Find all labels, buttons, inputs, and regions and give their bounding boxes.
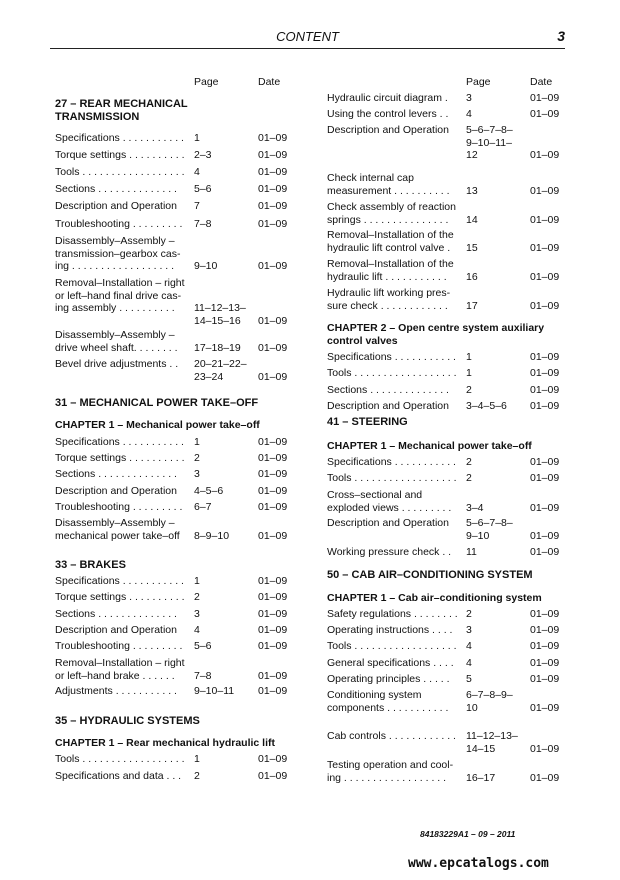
entry-title: Specifications . . . . . . . . . . .: [55, 575, 184, 587]
entry-title: Check internal cap measurement . . . . . . . . . .: [327, 172, 450, 197]
entry-date: 01–09: [258, 608, 288, 620]
entry-date: 01–09: [258, 436, 288, 448]
entry-page: 1: [466, 351, 472, 363]
entry-page: 4: [194, 624, 200, 636]
entry-page: 17–18–19: [194, 341, 241, 354]
entry-page: 3–4: [466, 501, 484, 514]
entry-date: 01–09: [258, 485, 288, 497]
entry-date: 01–09: [530, 624, 560, 636]
entry-date: 01–09: [258, 669, 288, 682]
document-code: 84183229A1 – 09 – 2011: [420, 829, 516, 839]
entry-page: 7–8: [194, 218, 212, 230]
left-date-col-header: Date: [258, 76, 281, 88]
chapter-heading: CHAPTER 2 – Open centre system auxiliary control valves: [327, 322, 545, 347]
entry-title: Description and Operation: [327, 517, 449, 529]
right-date-col-header: Date: [530, 76, 553, 88]
entry-date: 01–09: [530, 270, 560, 283]
section-heading: 50 – CAB AIR–CONDITIONING SYSTEM: [327, 569, 533, 581]
entry-page: 17: [466, 299, 478, 312]
entry-date: 01–09: [258, 341, 288, 354]
entry-page: 3–4–5–6: [466, 400, 507, 412]
section-heading: 27 – REAR MECHANICAL TRANSMISSION: [55, 98, 188, 123]
entry-page: 5: [466, 673, 472, 685]
entry-page: 1: [466, 367, 472, 379]
entry-title: Hydraulic circuit diagram .: [327, 92, 448, 104]
entry-page: 3: [466, 624, 472, 636]
entry-page: 7: [194, 200, 200, 212]
entry-title: Safety regulations . . . . . . . .: [327, 608, 458, 620]
entry-page: 6–7: [194, 501, 212, 513]
entry-date: 01–09: [258, 200, 288, 212]
entry-date: 01–09: [530, 546, 560, 558]
entry-page: 2: [466, 384, 472, 396]
watermark: www.epcatalogs.com: [408, 856, 549, 871]
entry-date: 01–09: [258, 753, 288, 765]
entry-title: Tools . . . . . . . . . . . . . . . . . .: [55, 166, 185, 178]
entry-title: Removal–Installation – right or left–hand brake . . . . . .: [55, 657, 185, 682]
entry-title: Specifications . . . . . . . . . . .: [327, 351, 456, 363]
entry-title: Disassembly–Assembly – transmission–gearbox cas- ing . . . . . . . . . . . . . . . . . .: [55, 235, 181, 272]
entry-page: 3: [194, 608, 200, 620]
entry-page: 7–8: [194, 669, 212, 682]
entry-page: 2: [466, 456, 472, 468]
entry-date: 01–09: [530, 384, 560, 396]
entry-title: Removal–Installation of the hydraulic lift . . . . . . . . . . .: [327, 258, 454, 283]
entry-date: 01–09: [530, 472, 560, 484]
entry-title: Removal–Installation of the hydraulic lift control valve .: [327, 229, 454, 254]
entry-page: 1: [194, 132, 200, 144]
entry-title: Sections . . . . . . . . . . . . . .: [55, 183, 177, 195]
entry-title: Check assembly of reaction springs . . . . . . . . . . . . . . .: [327, 201, 456, 226]
entry-date: 01–09: [530, 640, 560, 652]
entry-title: Using the control levers . .: [327, 108, 449, 120]
entry-page: 6–7–8–9– 10: [466, 689, 513, 714]
section-heading: 31 – MECHANICAL POWER TAKE–OFF: [55, 397, 259, 409]
entry-title: Troubleshooting . . . . . . . . .: [55, 218, 183, 230]
entry-title: Troubleshooting . . . . . . . . .: [55, 501, 183, 513]
entry-date: 01–09: [258, 591, 288, 603]
entry-title: Operating instructions . . . .: [327, 624, 453, 636]
entry-page: 5–6: [194, 183, 212, 195]
chapter-heading: CHAPTER 1 – Mechanical power take–off: [327, 440, 532, 452]
entry-page: 5–6: [194, 640, 212, 652]
entry-date: 01–09: [530, 657, 560, 669]
entry-date: 01–09: [258, 501, 288, 513]
entry-page: 14: [466, 213, 478, 226]
entry-title: Description and Operation: [55, 485, 177, 497]
entry-title: Sections . . . . . . . . . . . . . .: [327, 384, 449, 396]
entry-title: Specifications . . . . . . . . . . .: [55, 132, 184, 144]
entry-title: Tools . . . . . . . . . . . . . . . . . .: [327, 640, 457, 652]
entry-title: Description and Operation: [327, 124, 449, 136]
entry-page: 2: [466, 472, 472, 484]
entry-title: Bevel drive adjustments . .: [55, 358, 179, 370]
entry-date: 01–09: [258, 260, 288, 272]
entry-title: Cross–sectional and exploded views . . . . . . . . .: [327, 489, 452, 514]
entry-title: Disassembly–Assembly – mechanical power take–off: [55, 517, 180, 542]
entry-date: 01–09: [530, 299, 560, 312]
section-heading: 33 – BRAKES: [55, 559, 126, 571]
entry-page: 1: [194, 575, 200, 587]
entry-date: 01–09: [530, 241, 560, 254]
entry-date: 01–09: [530, 501, 560, 514]
entry-date: 01–09: [258, 149, 288, 161]
entry-title: Hydraulic lift working pres- sure check . . . . . . . . . . . .: [327, 287, 451, 312]
entry-title: Tools . . . . . . . . . . . . . . . . . .: [327, 367, 457, 379]
entry-title: Working pressure check . .: [327, 546, 452, 558]
chapter-heading: CHAPTER 1 – Mechanical power take–off: [55, 419, 260, 431]
entry-date: 01–09: [258, 314, 288, 327]
entry-date: 01–09: [530, 213, 560, 226]
entry-page: 5–6–7–8– 9–10–11– 12: [466, 124, 513, 161]
left-page-col-header: Page: [194, 76, 219, 88]
entry-page: 3: [194, 468, 200, 480]
entry-date: 01–09: [530, 367, 560, 379]
entry-title: Tools . . . . . . . . . . . . . . . . . .: [327, 472, 457, 484]
entry-date: 01–09: [530, 351, 560, 363]
entry-page: 11–12–13– 14–15–16: [194, 302, 246, 327]
entry-title: Disassembly–Assembly – drive wheel shaft. . . . . . . .: [55, 329, 178, 354]
entry-title: Sections . . . . . . . . . . . . . .: [55, 468, 177, 480]
entry-page: 9–10: [194, 260, 218, 272]
entry-page: 3: [466, 92, 472, 104]
entry-title: Description and Operation: [55, 624, 177, 636]
entry-date: 01–09: [258, 770, 288, 782]
chapter-heading: CHAPTER 1 – Cab air–conditioning system: [327, 592, 542, 604]
entry-page: 13: [466, 184, 478, 197]
entry-title: Operating principles . . . . .: [327, 673, 450, 685]
entry-date: 01–09: [258, 685, 288, 697]
entry-date: 01–09: [258, 218, 288, 230]
entry-page: 4: [466, 640, 472, 652]
entry-page: 2: [194, 452, 200, 464]
entry-title: Cab controls . . . . . . . . . . . .: [327, 730, 456, 742]
entry-date: 01–09: [530, 456, 560, 468]
entry-date: 01–09: [530, 701, 560, 714]
entry-date: 01–09: [258, 166, 288, 178]
entry-title: Specifications . . . . . . . . . . .: [55, 436, 184, 448]
entry-page: 4: [466, 657, 472, 669]
entry-page: 1: [194, 436, 200, 448]
entry-title: Removal–Installation – right or left–hand final drive cas- ing assembly . . . . . . . . . .: [55, 277, 185, 314]
entry-title: Sections . . . . . . . . . . . . . .: [55, 608, 177, 620]
entry-title: Testing operation and cool- ing . . . . . . . . . . . . . . . . . .: [327, 759, 454, 784]
entry-page: 4: [466, 108, 472, 120]
section-heading: 41 – STEERING: [327, 416, 408, 428]
entry-date: 01–09: [530, 184, 560, 197]
entry-date: 01–09: [258, 529, 288, 542]
entry-date: 01–09: [530, 608, 560, 620]
entry-page: 1: [194, 753, 200, 765]
entry-date: 01–09: [530, 742, 560, 755]
entry-title: Torque settings . . . . . . . . . .: [55, 452, 185, 464]
entry-date: 01–09: [258, 370, 288, 383]
entry-date: 01–09: [258, 468, 288, 480]
entry-date: 01–09: [530, 400, 560, 412]
entry-date: 01–09: [258, 640, 288, 652]
entry-page: 16: [466, 270, 478, 283]
entry-date: 01–09: [258, 575, 288, 587]
entry-date: 01–09: [258, 624, 288, 636]
entry-title: Torque settings . . . . . . . . . .: [55, 149, 185, 161]
page-header: [50, 28, 565, 49]
entry-page: 2–3: [194, 149, 212, 161]
entry-page: 16–17: [466, 771, 496, 784]
entry-page: 20–21–22– 23–24: [194, 358, 247, 383]
entry-title: Torque settings . . . . . . . . . .: [55, 591, 185, 603]
entry-page: 5–6–7–8– 9–10: [466, 517, 513, 542]
entry-title: Specifications and data . . .: [55, 770, 182, 782]
entry-page: 4–5–6: [194, 485, 224, 497]
entry-title: Conditioning system components . . . . . . . . . . .: [327, 689, 449, 714]
section-heading: 35 – HYDRAULIC SYSTEMS: [55, 715, 200, 727]
entry-title: Adjustments . . . . . . . . . . .: [55, 685, 177, 697]
entry-page: 8–9–10: [194, 529, 230, 542]
entry-page: 2: [194, 591, 200, 603]
entry-title: Specifications . . . . . . . . . . .: [327, 456, 456, 468]
entry-page: 4: [194, 166, 200, 178]
entry-title: Troubleshooting . . . . . . . . .: [55, 640, 183, 652]
entry-page: 15: [466, 241, 478, 254]
entry-date: 01–09: [530, 92, 560, 104]
chapter-heading: CHAPTER 1 – Rear mechanical hydraulic lift: [55, 737, 275, 749]
entry-date: 01–09: [258, 452, 288, 464]
entry-date: 01–09: [530, 149, 560, 161]
entry-title: Tools . . . . . . . . . . . . . . . . . .: [55, 753, 185, 765]
page-title: CONTENT: [276, 29, 339, 44]
entry-title: General specifications . . . .: [327, 657, 454, 669]
entry-page: 9–10–11: [194, 685, 235, 697]
entry-date: 01–09: [258, 132, 288, 144]
entry-date: 01–09: [530, 771, 560, 784]
page-number: 3: [557, 28, 565, 44]
entry-date: 01–09: [258, 183, 288, 195]
entry-title: Description and Operation: [327, 400, 449, 412]
entry-page: 11–12–13– 14–15: [466, 730, 518, 755]
entry-page: 2: [466, 608, 472, 620]
entry-page: 2: [194, 770, 200, 782]
entry-date: 01–09: [530, 673, 560, 685]
right-page-col-header: Page: [466, 76, 491, 88]
entry-date: 01–09: [530, 529, 560, 542]
entry-title: Description and Operation: [55, 200, 177, 212]
entry-date: 01–09: [530, 108, 560, 120]
entry-page: 11: [466, 546, 477, 558]
